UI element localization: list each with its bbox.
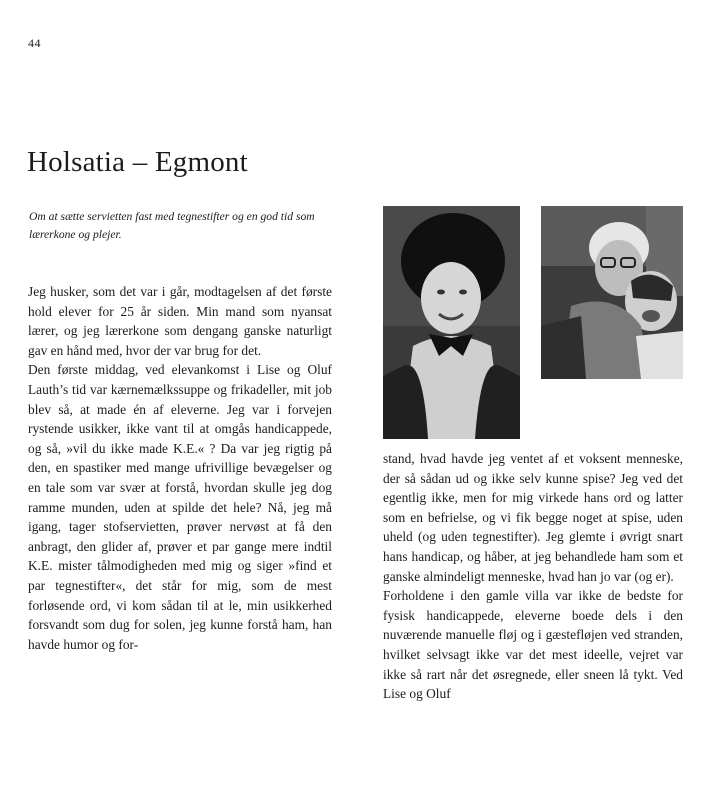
photo-woman-with-young-man — [541, 206, 683, 379]
text-column-right — [383, 449, 683, 704]
article-subtitle: Om at sætte servietten fast med tegnestifter og en god tid som lærerkone og plejer. — [29, 210, 315, 241]
paragraph: stand, hvad havde jeg ventet af et voksent menneske, der så sådan ud og ikke selv kunne spise? Jeg ved det egentlig ikke, men for mig virkede hans ord og latter som en befrielse, og vi fik begge noget at spise, uden uheld (og uden tegnestifter). Jeg glemte i øvrigt snart hans handicap, og håber, at jeg behandlede ham som et ganske almindeligt menneske, hvad han jo var (og er). — [383, 451, 683, 584]
paragraph: Jeg husker, som det var i går, modtagelsen af det første hold elever for 25 år siden. Min mand som nyansat lærer, og jeg lærerkone som dengang ganske naturligt gav en hånd med, hvor der var brug for det. — [28, 284, 332, 358]
page-number: 44 — [28, 36, 41, 50]
paragraph: Den første middag, ved elevankomst i Lise og Oluf Lauth’s tid var kærnemælkssuppe og frikadeller, mit job blev så, at made én af eleverne. Jeg var i forvejen rystende usikker, ikke vant til at omgås handicappede, og så, »vil du ikke made K.E.« ? Da var jeg rigtig på den, en spastiker med mange ufrivillige bevægelser og en tale som var svær at forstå, hvordan skulle jeg dog ramme munden, uden at spilde det hele? Nå, jeg må igang, tager stofservietten, prøver nervøst at få den anbragt, den glider af, prøver et par gange mere indtil K.E. mister tålmodigheden med mig og siger »find et par tegnestifter«, det står for mig, som de mest forløsende ord, vi kom sådan til at le, min usikkerhed forsvandt som dug for solen, jeg kunne forstå ham, han havde humor og for- — [28, 362, 332, 652]
paragraph: Forholdene i den gamle villa var ikke de bedste for fysisk handicappede, eleverne boede dels i den nuværende manuelle fløj og i gæstefløjen ved stranden, hvilket selvsagt ikke var det mest ideelle, vejret var ikke så rart når det øsregnede, eller sneen lå tykt. Ved Lise og Oluf — [383, 588, 683, 702]
text-column-left — [28, 282, 332, 654]
article-title: Holsatia – Egmont — [27, 146, 248, 178]
photo-woman-in-costume — [383, 206, 520, 439]
